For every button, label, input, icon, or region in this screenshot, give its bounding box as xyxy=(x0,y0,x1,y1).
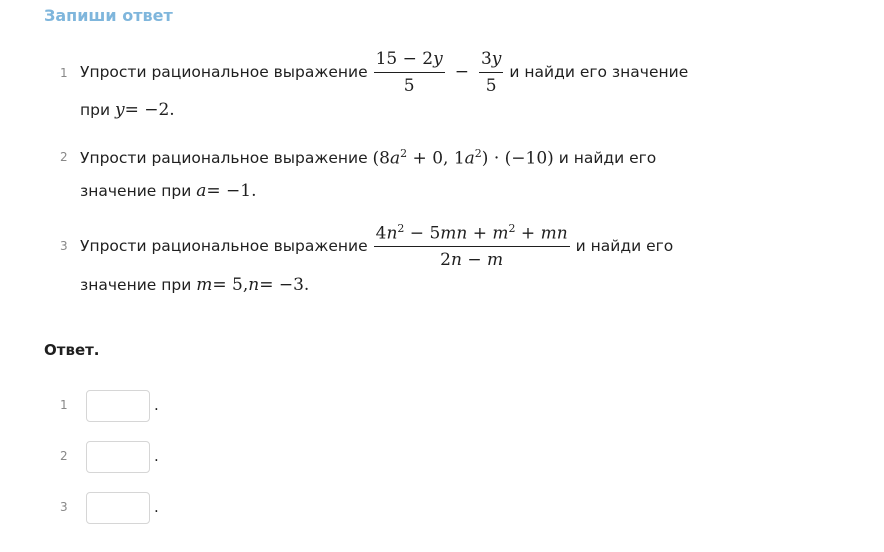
math-variable: m xyxy=(196,275,213,295)
exponent: 2 xyxy=(400,147,408,161)
expression xyxy=(373,147,554,169)
task-line-2 xyxy=(80,181,257,201)
exponent: 2 xyxy=(474,147,482,161)
fraction xyxy=(374,222,570,271)
math-variable: m xyxy=(492,223,509,244)
math-variable: n xyxy=(248,275,260,295)
fraction-1 xyxy=(374,49,445,96)
task-number: 1 xyxy=(60,66,68,80)
answer-input-3[interactable] xyxy=(86,492,150,524)
frac-variable: y xyxy=(491,48,502,69)
answer-suffix: . xyxy=(154,447,159,465)
task-text-after: и найди его xyxy=(558,149,657,167)
task-text-after: и найди его xyxy=(575,237,674,255)
expr-part: 2 xyxy=(440,250,451,271)
expr-part: (8 xyxy=(372,148,390,169)
answer-row-1 xyxy=(0,390,300,424)
expr-part: + xyxy=(515,223,541,244)
answer-number: 2 xyxy=(60,449,68,463)
answer-row-3 xyxy=(0,492,300,526)
frac-denominator: 5 xyxy=(403,75,415,96)
math-variable: mn xyxy=(440,223,468,244)
section-title: Запиши ответ xyxy=(44,6,173,25)
task-text: Упрости рациональное выражение xyxy=(80,149,368,167)
task-text: Упрости рациональное выражение xyxy=(80,63,368,81)
answer-number: 1 xyxy=(60,398,68,412)
expr-part: 4 xyxy=(375,223,387,244)
minus-sign: − xyxy=(454,62,469,82)
expr-part: ) · (−10) xyxy=(481,148,554,169)
frac-denominator: 5 xyxy=(485,75,497,96)
math-variable: a xyxy=(390,148,401,169)
task-number: 3 xyxy=(60,239,68,253)
expr-part: + xyxy=(467,223,493,244)
math-value: = −2. xyxy=(124,100,175,120)
math-variable: a xyxy=(464,148,475,169)
expr-part: + 0, 1 xyxy=(407,148,465,169)
frac-numerator: 15 − 2 xyxy=(375,48,434,69)
frac-denominator xyxy=(440,247,503,270)
math-variable: a xyxy=(196,181,207,201)
task-line-1 xyxy=(80,44,688,100)
math-value: = −1. xyxy=(206,181,257,201)
answer-label: Ответ. xyxy=(44,341,100,359)
math-variable: n xyxy=(386,223,398,244)
fraction-2 xyxy=(479,49,503,96)
answer-suffix: . xyxy=(154,396,159,414)
answer-input-1[interactable] xyxy=(86,390,150,422)
frac-numerator: 3 xyxy=(480,48,492,69)
task-text: при xyxy=(80,101,111,119)
answer-input-2[interactable] xyxy=(86,441,150,473)
task-line-1 xyxy=(80,218,673,274)
math-value: = 5, xyxy=(212,275,249,295)
math-variable: y xyxy=(114,100,125,120)
answer-suffix: . xyxy=(154,498,159,516)
math-value: = −3. xyxy=(259,275,310,295)
frac-variable: y xyxy=(433,48,443,69)
exponent: 2 xyxy=(397,221,405,235)
math-variable: mn xyxy=(540,223,568,244)
answer-number: 3 xyxy=(60,500,68,514)
task-number: 2 xyxy=(60,150,68,164)
exponent: 2 xyxy=(508,221,516,235)
task-line-2 xyxy=(80,275,309,295)
answer-row-2 xyxy=(0,441,300,475)
task-text-after: и найди его значение xyxy=(509,63,689,81)
task-line-2 xyxy=(80,100,175,120)
task-text: значение при xyxy=(80,182,192,200)
task-text: Упрости рациональное выражение xyxy=(80,237,368,255)
math-variable: n xyxy=(450,250,462,271)
task-line-1 xyxy=(80,144,656,172)
math-variable: m xyxy=(487,250,504,271)
expr-part: − 5 xyxy=(404,223,441,244)
task-text: значение при xyxy=(80,276,192,294)
frac-numerator xyxy=(374,222,570,248)
expr-part: − xyxy=(461,250,487,271)
